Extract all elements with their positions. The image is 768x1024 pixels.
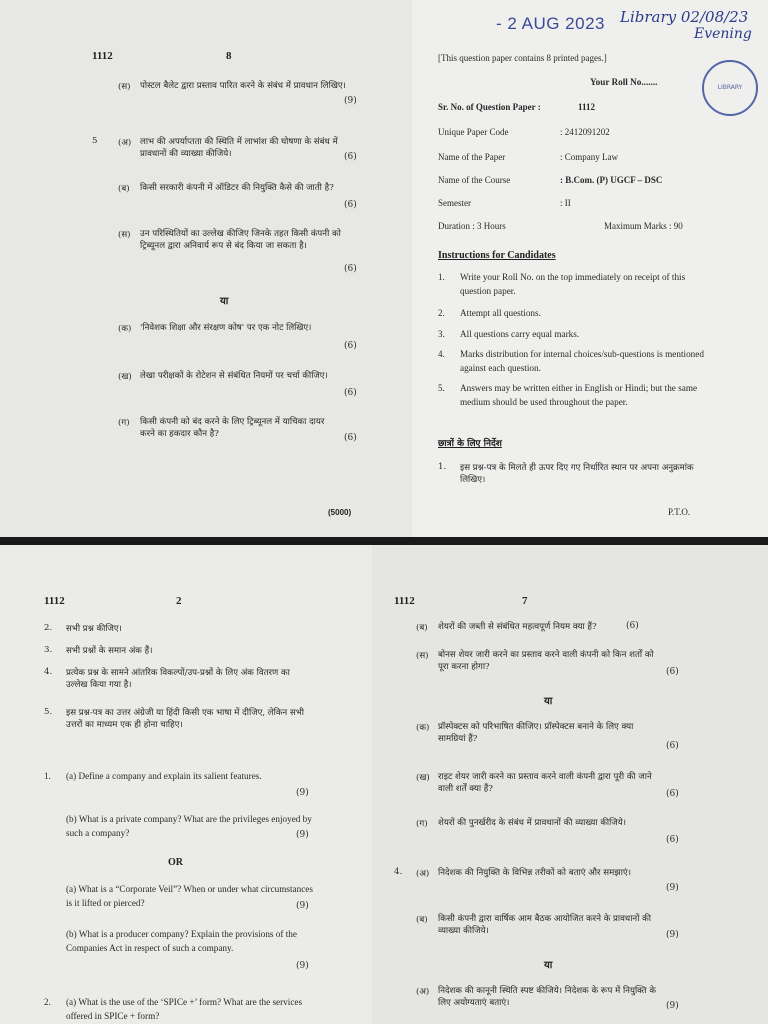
paper-code: 1112 — [92, 50, 113, 62]
marks: (9) — [344, 96, 357, 106]
instruction-text: Answers may be written either in English or Hindi; but the same medium should be used throughout the paper. — [460, 383, 698, 407]
question-number: 4. — [394, 867, 403, 877]
question-text: राइट शेयर जारी करने का प्रस्ताव करने वाली कंपनी द्वारा पूरी की जाने वाली शर्तें क्या हैं? — [438, 772, 652, 795]
marks: (6) — [344, 341, 357, 351]
handwritten-library-note: Library 02/08/23 — [620, 8, 749, 26]
printed-pages-note: [This question paper contains 8 printed pages.] — [438, 53, 607, 63]
question-number: 2. — [44, 997, 51, 1007]
page-8 — [0, 0, 412, 537]
page-1-cover — [412, 0, 768, 537]
question-text: (a) Define a company and explain its salient features. — [66, 771, 262, 781]
instruction-number: 4. — [438, 349, 445, 359]
roll-number-field: Your Roll No....... — [590, 77, 658, 87]
print-count: (5000) — [328, 508, 352, 517]
marks: (6) — [344, 433, 357, 443]
item-label: (अ) — [416, 869, 430, 879]
paper-code: 1112 — [44, 595, 65, 607]
date-stamp: - 2 AUG 2023 — [496, 14, 606, 33]
paper-code: 1112 — [394, 595, 415, 607]
marks: (6) — [344, 264, 357, 274]
question-text: उन परिस्थितियों का उल्लेख कीजिए जिनके तहत किसी कंपनी को ट्रिब्यूनल द्वारा अनिवार्य रूप से बंद किया जा सकता है। — [140, 229, 341, 252]
paper-code-value: : 2412091202 — [560, 127, 610, 137]
instruction-number: 2. — [438, 308, 445, 318]
question-text: बोनस शेयर जारी करने का प्रस्ताव करने वाली कंपनी को किन शर्तों को पूरा करना होगा? — [438, 650, 654, 673]
instruction-text: Marks distribution for internal choices/sub-questions is mentioned against each question. — [460, 349, 704, 373]
item-label: (ब) — [118, 184, 130, 194]
item-label: (स) — [118, 82, 131, 92]
item-label: (ख) — [118, 372, 132, 382]
item-label: (ब) — [416, 915, 428, 925]
question-text: किसी सरकारी कंपनी में ऑडिटर की नियुक्ति कैसे की जाती है? — [140, 183, 334, 193]
serial-number-label: Sr. No. of Question Paper : — [438, 102, 541, 112]
question-text: किसी कंपनी द्वारा वार्षिक आम बैठक आयोजित करने के प्रावधानों की व्याख्या कीजिये। — [438, 914, 651, 937]
instruction-text: सभी प्रश्न कीजिए। — [66, 624, 122, 634]
page-number: 2 — [176, 595, 182, 607]
question-text: निदेशक की नियुक्ति के विभिन्न तरीकों को बताएं और समझाएं। — [438, 868, 631, 878]
instruction-text: इस प्रश्न-पत्र का उत्तर अंग्रेजी या हिंदी किसी एक भाषा में दीजिए, लेकिन सभी उत्तरों का माध्यम एक ही होना चाहिए। — [66, 708, 305, 731]
instruction-text: प्रत्येक प्रश्न के सामने आंतरिक विकल्पों/उप-प्रश्नों के लिए अंक वितरण का उल्लेख किया गया है। — [66, 668, 290, 691]
instruction-number: 5. — [44, 707, 53, 717]
question-text: लाभ की अपर्याप्तता की स्थिति में लाभांश की घोषणा के संबंध में प्रावधानों की व्याख्या कीजिये। — [140, 137, 338, 160]
page-7 — [372, 545, 768, 1024]
marks: (9) — [296, 830, 309, 840]
question-text: 'निवेशक शिक्षा और संरक्षण कोष' पर एक नोट लिखिए। — [140, 323, 312, 333]
question-text: (a) What is a “Corporate Veil”? When or under what circumstances is it lifted or pierced? — [66, 884, 313, 908]
instruction-number: 3. — [438, 329, 445, 339]
marks: (9) — [666, 930, 679, 940]
or-divider: या — [544, 960, 553, 971]
or-divider: या — [220, 296, 229, 307]
page-number: 8 — [226, 50, 232, 62]
maximum-marks: Maximum Marks : 90 — [604, 221, 683, 231]
question-text: (b) What is a producer company? Explain the provisions of the Companies Act in respect of such a company. — [66, 929, 297, 953]
instruction-number: 4. — [44, 667, 53, 677]
paper-name-value: : Company Law — [560, 152, 618, 162]
paper-name-label: Name of the Paper — [438, 152, 506, 162]
item-label: (ग) — [118, 418, 130, 428]
question-text: लेखा परीक्षकों के रोटेशन से संबंधित नियमों पर चर्चा कीजिए। — [140, 371, 328, 381]
question-number: 5 — [92, 136, 98, 146]
item-label: (ख) — [416, 773, 430, 783]
item-label: (ग) — [416, 819, 428, 829]
marks: (6) — [666, 835, 679, 845]
page-number: 7 — [522, 595, 528, 607]
instruction-text: Attempt all questions. — [460, 308, 541, 318]
course-name-value: : B.Com. (P) UGCF – DSC — [560, 175, 663, 185]
question-text: निदेशक की कानूनी स्थिति स्पष्ट कीजिये। निदेशक के रूप में नियुक्ति के लिए अयोग्यताएं बताएं। — [438, 986, 657, 1009]
marks: (9) — [666, 1001, 679, 1011]
instruction-number: 5. — [438, 383, 445, 393]
question-text: किसी कंपनी को बंद करने के लिए ट्रिब्यूनल में याचिका दायर करने का हकदार कौन है? — [140, 417, 325, 440]
instruction-number: 1. — [438, 272, 445, 282]
instruction-text: इस प्रश्न-पत्र के मिलते ही ऊपर दिए गए निर्धारित स्थान पर अपना अनुक्रमांक लिखिए। — [460, 463, 694, 486]
or-divider: OR — [168, 857, 183, 868]
question-text: (b) What is a private company? What are the privileges enjoyed by such a company? — [66, 814, 312, 838]
page-2 — [0, 545, 372, 1024]
marks: (6) — [344, 200, 357, 210]
item-label: (क) — [118, 324, 132, 334]
semester-label: Semester — [438, 198, 471, 208]
marks: (9) — [296, 788, 309, 798]
please-turn-over: P.T.O. — [668, 507, 691, 517]
instruction-number: 1. — [438, 462, 447, 472]
marks: (6) — [344, 388, 357, 398]
marks: (6) — [344, 152, 357, 162]
marks: (6) — [666, 741, 679, 751]
marks: (6) — [666, 667, 679, 677]
marks: (6) — [666, 789, 679, 799]
semester-value: : II — [560, 198, 571, 208]
instruction-number: 3. — [44, 645, 53, 655]
item-label: (क) — [416, 723, 430, 733]
duration: Duration : 3 Hours — [438, 221, 506, 231]
marks: (9) — [296, 901, 309, 911]
hindi-instructions-title: छात्रों के लिए निर्देश — [438, 439, 502, 449]
question-text: शेयरों की जब्ती से संबंधित महत्वपूर्ण नियम क्या हैं? — [438, 622, 597, 632]
or-divider: या — [544, 696, 553, 707]
marks: (9) — [296, 961, 309, 971]
instruction-text: Write your Roll No. on the top immediately on receipt of this question paper. — [460, 272, 686, 296]
instruction-text: All questions carry equal marks. — [460, 329, 580, 339]
paper-code-label: Unique Paper Code — [438, 127, 509, 137]
marks: (6) — [626, 621, 639, 631]
item-label: (स) — [416, 651, 429, 661]
instructions-title: Instructions for Candidates — [438, 250, 556, 261]
instruction-text: सभी प्रश्नों के समान अंक हैं। — [66, 646, 153, 656]
handwritten-evening-note: Evening — [694, 26, 752, 42]
item-label: (अ) — [118, 138, 132, 148]
question-text: प्रॉस्पेक्टस को परिभाषित कीजिए। प्रॉस्पेक्टस बनाने के लिए क्या सामग्रियां हैं? — [438, 722, 634, 745]
question-text: पोस्टल बैलेट द्वारा प्रस्ताव पारित करने के संबंध में प्रावधान लिखिए। — [140, 81, 346, 91]
serial-number-value: 1112 — [578, 102, 596, 112]
course-name-label: Name of the Course — [438, 175, 511, 185]
question-text: (a) What is the use of the ‘SPICe +’ form? What are the services offered in SPICe + form? — [66, 997, 303, 1021]
marks: (9) — [666, 883, 679, 893]
item-label: (स) — [118, 230, 131, 240]
question-text: शेयरों की पुनर्खरीद के संबंध में प्रावधानों की व्याख्या कीजिये। — [438, 818, 626, 828]
item-label: (ब) — [416, 623, 428, 633]
question-number: 1. — [44, 771, 51, 781]
instruction-number: 2. — [44, 623, 53, 633]
library-stamp: LIBRARY — [702, 60, 758, 116]
item-label: (अ) — [416, 987, 430, 997]
